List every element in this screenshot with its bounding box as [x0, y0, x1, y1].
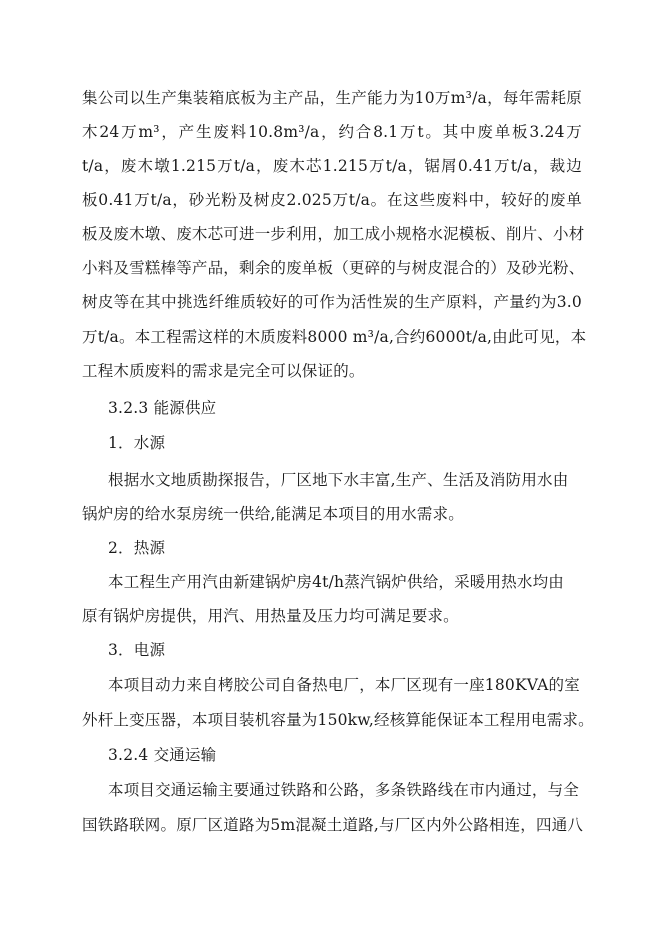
- paragraph-line: 木24万m³，产生废料10.8m³/a，约合8.1万t。其中废单板3.24万: [82, 123, 582, 141]
- paragraph-line: 工程木质废料的需求是完全可以保证的。: [82, 362, 365, 380]
- paragraph-line: 外杆上变压器，本项目装机容量为150kw,经核算能保证本工程用电需求。: [82, 711, 594, 729]
- paragraph-line: 树皮等在其中挑选纤维质较好的可作为活性炭的生产原料，产量约为3.0: [82, 293, 582, 311]
- paragraph-line: 原有锅炉房提供，用汽、用热量及压力均可满足要求。: [82, 607, 459, 625]
- paragraph-line: 锅炉房的给水泵房统一供给,能满足本项目的用水需求。: [82, 505, 464, 523]
- subheading-heat-source: 2．热源: [108, 539, 166, 557]
- subheading-water-source: 1．水源: [108, 434, 166, 452]
- paragraph-line: t/a，废木墩1.215万t/a，废木芯1.215万t/a，锯屑0.41万t/a，裁边: [82, 157, 582, 175]
- paragraph-line: 根据水文地质勘探报告，厂区地下水丰富,生产、生活及消防用水由: [108, 471, 569, 489]
- paragraph-line: 国铁路联网。原厂区道路为5m混凝土道路,与厂区内外公路相连，四通八: [82, 816, 584, 834]
- paragraph-line: 本项目交通运输主要通过铁路和公路，多条铁路线在市内通过，与全: [108, 781, 580, 799]
- paragraph-line: 小料及雪糕棒等产品，剩余的废单板（更碎的与树皮混合的）及砂光粉、: [82, 259, 585, 277]
- paragraph-line: 本项目动力来自栲胶公司自备热电厂，本厂区现有一座180KVA的室: [108, 676, 580, 694]
- paragraph-line: 本工程生产用汽由新建锅炉房4t/h蒸汽锅炉供给，采暖用热水均由: [108, 573, 564, 591]
- paragraph-line: 板0.41万t/a，砂光粉及树皮2.025万t/a。在这些废料中，较好的废单: [82, 191, 582, 209]
- paragraph-line: 万t/a。本工程需这样的木质废料8000 m³/a,合约6000t/a,由此可见，本: [82, 328, 587, 346]
- subheading-power-source: 3．电源: [108, 641, 166, 659]
- paragraph-line: 集公司以生产集装箱底板为主产品，生产能力为10万m³/a，每年需耗原: [82, 89, 582, 107]
- section-heading-3-2-3: 3.2.3 能源供应: [108, 399, 217, 417]
- section-heading-3-2-4: 3.2.4 交通运输: [108, 746, 217, 764]
- paragraph-line: 板及废木墩、废木芯可进一步利用，加工成小规格水泥模板、削片、小材: [82, 225, 585, 243]
